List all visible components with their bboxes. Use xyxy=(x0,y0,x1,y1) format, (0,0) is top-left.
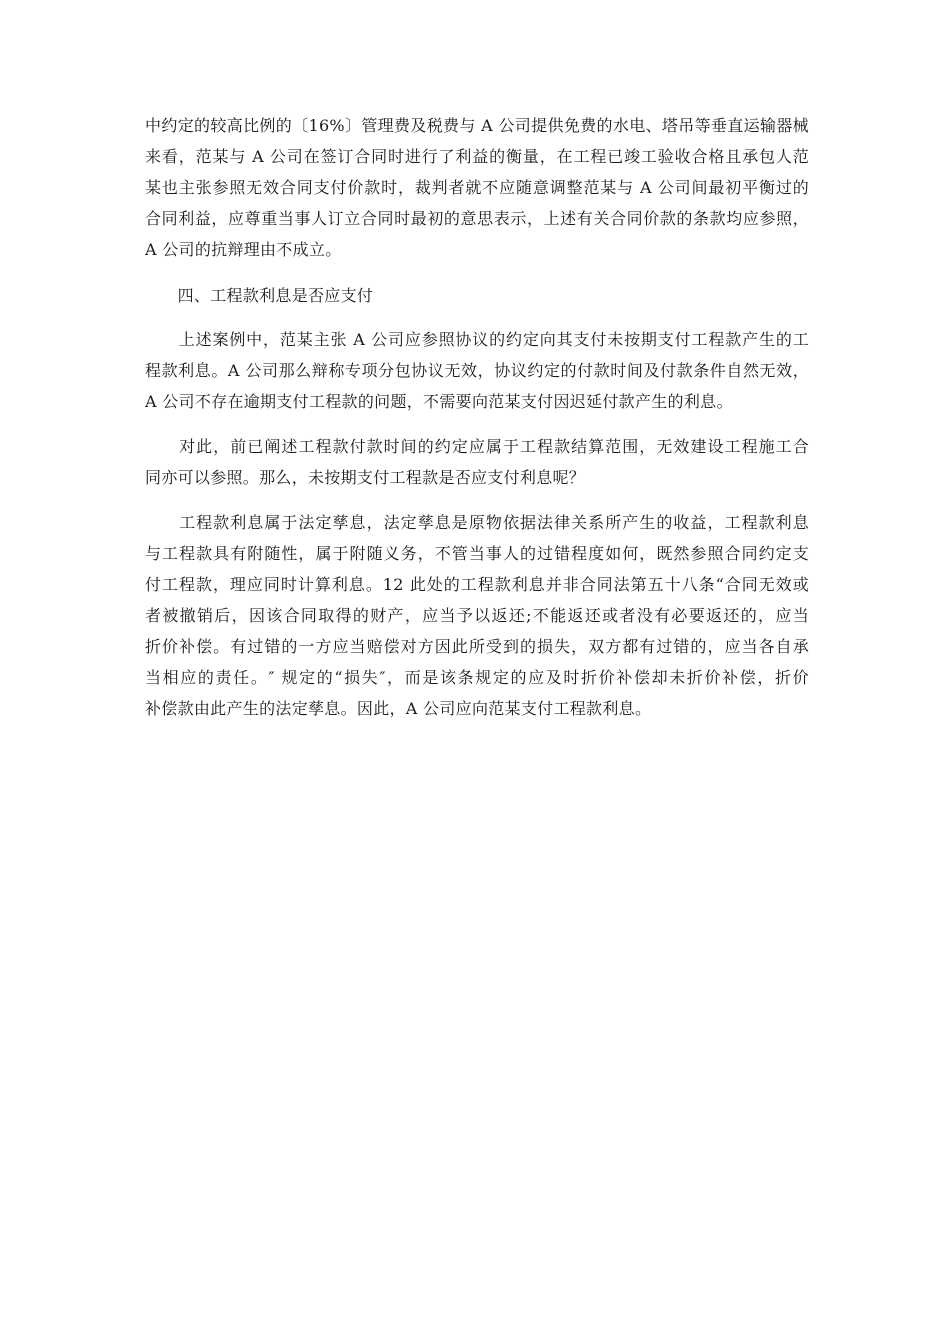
text-line: 与工程款具有附随性，属于附随义务，不管当事人的过错程度如何，既然参照合同约定支 xyxy=(145,544,809,563)
text-line: 某也主张参照无效合同支付价款时，裁判者就不应随意调整范某与 A 公司间最初平衡过的 xyxy=(145,178,809,197)
text-line: A 公司的抗辩理由不成立。 xyxy=(145,240,342,259)
text-line: 工程款利息属于法定孳息，法定孳息是原物依据法律关系所产生的收益，工程款利息 xyxy=(145,513,809,532)
section-heading-text: 四、工程款利息是否应支付 xyxy=(145,286,374,305)
text-line: 者被撤销后，因该合同取得的财产，应当予以返还;不能返还或者没有必要返还的，应当 xyxy=(145,606,809,625)
text-line: 折价补偿。有过错的一方应当赔偿对方因此所受到的损失，双方都有过错的，应当各自承 xyxy=(145,637,809,656)
text-line: A 公司不存在逾期支付工程款的问题，不需要向范某支付因迟延付款产生的利息。 xyxy=(145,392,733,411)
text-line: 当相应的责任。″ 规定的“损失″，而是该条规定的应及时折价补偿却未折价补偿，折价 xyxy=(145,668,809,687)
text-line: 合同利益，应尊重当事人订立合同时最初的意思表示，上述有关合同价款的条款均应参照， xyxy=(145,209,809,228)
text-line: 同亦可以参照。那么，未按期支付工程款是否应支付利息呢？ xyxy=(145,468,586,487)
text-line: 上述案例中，范某主张 A 公司应参照协议的约定向其支付未按期支付工程款产生的工 xyxy=(145,330,809,349)
text-line: 来看，范某与 A 公司在签订合同时进行了利益的衡量，在工程已竣工验收合格且承包人范 xyxy=(145,147,809,166)
text-line: 程款利息。A 公司那么辩称专项分包协议无效，协议约定的付款时间及付款条件自然无效， xyxy=(145,361,809,380)
text-line: 中约定的较高比例的〔16%〕管理费及税费与 A 公司提供免费的水电、塔吊等垂直运输器械 xyxy=(145,116,809,135)
text-line: 对此，前已阐述工程款付款时间的约定应属于工程款结算范围，无效建设工程施工合 xyxy=(145,437,809,456)
text-line: 付工程款，理应同时计算利息。12 此处的工程款利息并非合同法第五十八条“合同无效或 xyxy=(145,575,809,594)
text-line: 补偿款由此产生的法定孳息。因此，A 公司应向范某支付工程款利息。 xyxy=(145,699,652,718)
